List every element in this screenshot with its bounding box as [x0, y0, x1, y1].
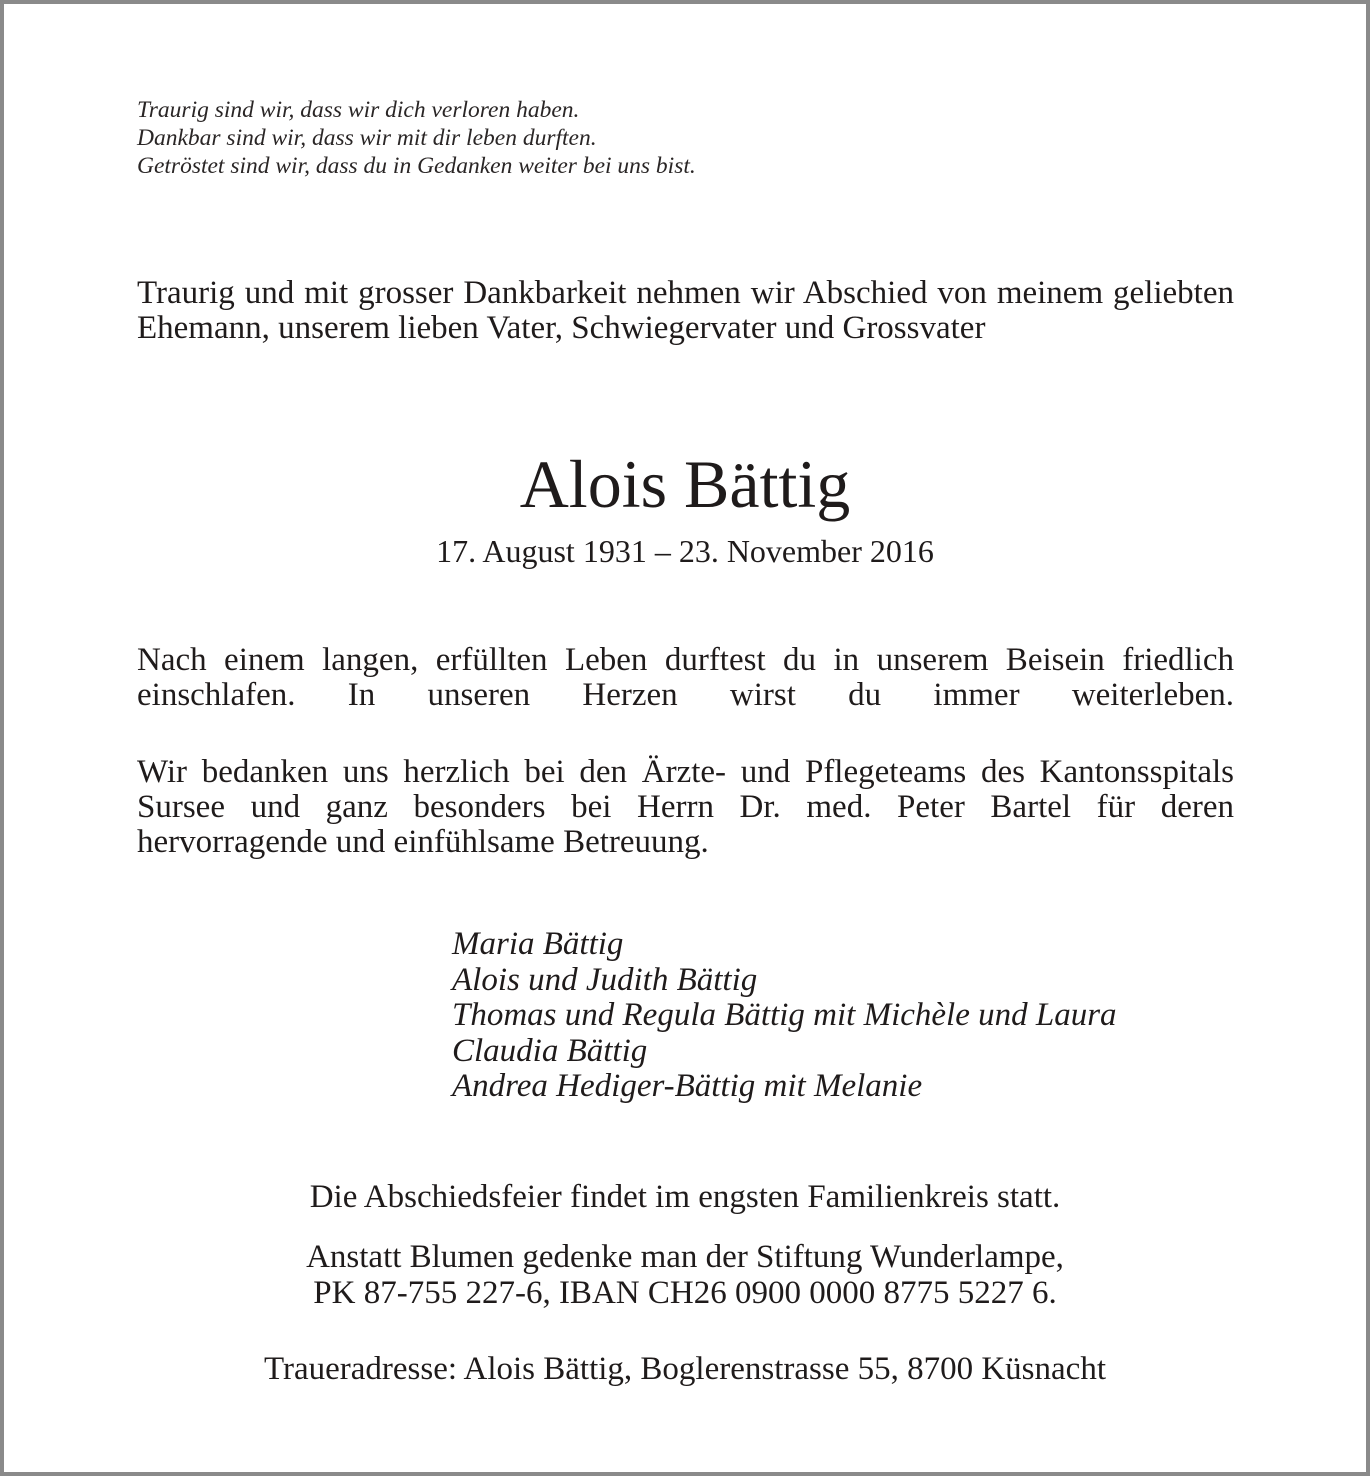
family-member: Maria Bättig	[452, 926, 624, 962]
deceased-name: Alois Bättig	[519, 446, 851, 522]
thanks-paragraph: Wir bedanken uns herzlich bei den Ärzte- und Pflegeteams des Kantonsspitals Sursee und ganz besonders bei Herrn Dr. med. Peter Bartel für deren hervorragende und einfühlsame Betreuung.	[137, 754, 1234, 860]
family-member: Thomas und Regula Bättig mit Michèle und Laura	[452, 997, 1117, 1033]
farewell-paragraph: Nach einem langen, erfüllten Leben durftest du in unserem Beisein friedlich einschlafen. In unseren Herzen wirst du immer weiterleben.	[137, 642, 1234, 713]
family-member: Andrea Hediger-Bättig mit Melanie	[452, 1068, 923, 1104]
ceremony-note: Die Abschiedsfeier findet im engsten Familienkreis statt.	[309, 1179, 1061, 1215]
family-member: Claudia Bättig	[452, 1032, 648, 1069]
intro-text: Traurig und mit grosser Dankbarkeit nehmen wir Abschied von meinem geliebten Ehemann, unserem lieben Vater, Schwiegervater und Grossvater	[137, 275, 1234, 346]
life-dates: 17. August 1931 – 23. November 2016	[436, 533, 934, 569]
poem-line: Traurig sind wir, dass wir dich verloren haben.	[137, 97, 580, 123]
mourning-address: Traueradresse: Alois Bättig, Boglerenstrasse 55, 8700 Küsnacht	[264, 1351, 1106, 1387]
poem-line: Dankbar sind wir, dass wir mit dir leben durften.	[137, 125, 597, 151]
poem-line: Getröstet sind wir, dass du in Gedanken weiter bei uns bist.	[137, 153, 696, 179]
family-list	[452, 927, 1252, 1105]
family-member: Alois und Judith Bättig	[452, 961, 758, 998]
memorial-poem	[137, 96, 937, 180]
donation-account: PK 87-755 227-6, IBAN CH26 0900 0000 8775 5227 6.	[313, 1275, 1057, 1311]
donation-note: Anstatt Blumen gedenke man der Stiftung Wunderlampe,	[306, 1239, 1064, 1275]
